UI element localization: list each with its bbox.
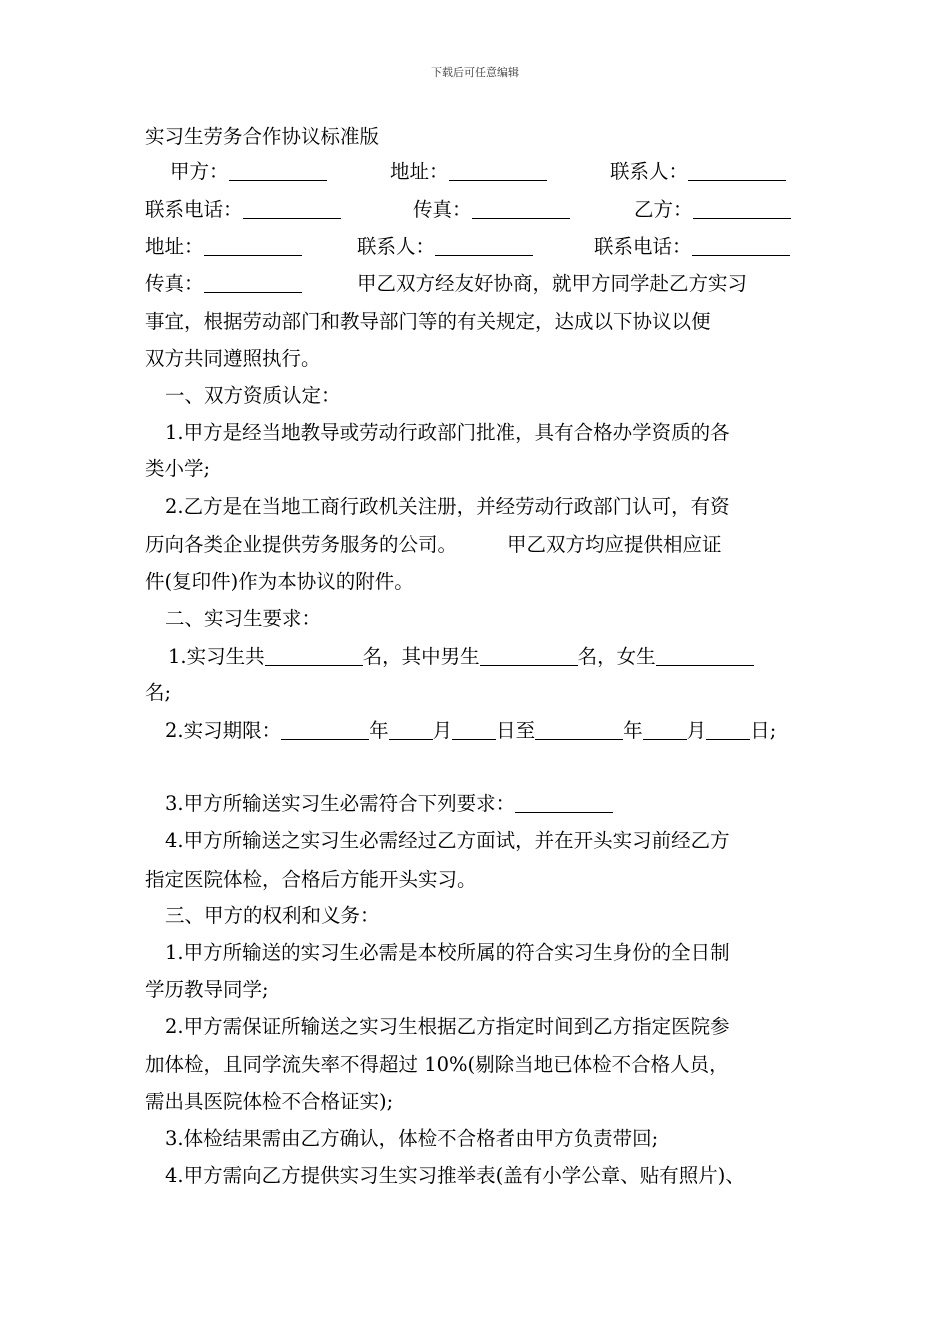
section-1-item-1: 1.甲方是经当地教导或劳动行政部门批准，具有合格办学资质的各 [165,421,730,444]
section-1-item-2: 2.乙方是在当地工商行政机关注册，并经劳动行政部门认可，有资 [165,495,730,518]
section-3-heading: 三、甲方的权利和义务： [165,904,380,927]
party-b-fax-blank [204,272,302,293]
party-a-contact-blank [688,160,786,181]
section-3-item-1-cont: 学历教导同学; [145,978,269,1001]
party-a-blank [229,160,327,181]
start-month-blank [389,719,433,740]
end-year-blank [535,719,623,740]
party-a-fax-label: 传真： [413,196,570,224]
male-count-blank [480,645,578,666]
section-2-item-4-cont: 指定医院体检，合格后方能开头实习。 [145,868,477,891]
section-2-item-2: 2.实习期限： 年 月 日至 年 月 日; [165,719,777,742]
party-a-fax-blank [472,198,570,219]
section-3-item-1: 1.甲方所输送的实习生必需是本校所属的符合实习生身份的全日制 [165,941,730,964]
party-b-blank [693,198,791,219]
section-2-item-4: 4.甲方所输送之实习生必需经过乙方面试，并在开头实习前经乙方 [165,829,730,852]
party-a-address-label: 地址： [390,158,547,186]
section-3-item-3: 3.体检结果需由乙方确认，体检不合格者由甲方负责带回; [165,1127,659,1150]
party-b-phone-blank [692,235,790,256]
party-b-address-label: 地址： [145,233,302,261]
section-2-item-3: 3.甲方所输送实习生必需符合下列要求： [165,790,613,818]
end-month-blank [643,719,687,740]
party-a-contact-label: 联系人： [610,158,786,186]
section-1-item-2-cont: 历向各类企业提供劳务服务的公司。 甲乙双方均应提供相应证 [145,533,722,556]
party-a-label: 甲方： [170,158,327,186]
party-a-phone-blank [243,198,341,219]
party-a-address-blank [449,160,547,181]
section-1-item-2-end: 件(复印件)作为本协议的附件。 [145,570,414,593]
end-day-blank [706,719,750,740]
party-b-contact-blank [435,235,533,256]
section-2-item-1: 1.实习生共 名，其中男生 名，女生 [168,643,754,671]
female-count-blank [656,645,754,666]
requirements-blank [515,792,613,813]
section-3-item-2-end: 需出具医院体检不合格证实); [145,1090,394,1113]
intro-line-2: 事宜，根据劳动部门和教导部门等的有关规定，达成以下协议以便 [145,310,711,333]
total-count-blank [265,645,363,666]
section-3-item-2-cont: 加体检，且同学流失率不得超过 10%(剔除当地已体检不合格人员， [145,1053,729,1076]
section-3-item-2: 2.甲方需保证所输送之实习生根据乙方指定时间到乙方指定医院参 [165,1015,730,1038]
start-day-blank [452,719,496,740]
party-b-phone-label: 联系电话： [594,233,790,261]
intro-line-1: 甲乙双方经友好协商，就甲方同学赴乙方实习 [357,272,748,295]
page-header: 下载后可任意编辑 [431,66,519,79]
party-b-label: 乙方： [634,196,791,224]
section-2-item-1-end: 名; [145,681,172,704]
document-title: 实习生劳务合作协议标准版 [145,125,380,148]
section-1-item-1-cont: 类小学; [145,457,211,480]
party-a-phone-label: 联系电话： [145,196,341,224]
party-b-fax-label: 传真： [145,270,302,298]
party-b-contact-label: 联系人： [357,233,533,261]
party-b-address-blank [204,235,302,256]
intro-line-3: 双方共同遵照执行。 [145,347,321,370]
section-2-heading: 二、实习生要求： [165,607,322,630]
section-1-heading: 一、双方资质认定： [165,384,341,407]
start-year-blank [281,719,369,740]
section-3-item-4: 4.甲方需向乙方提供实习生实习推举表(盖有小学公章、贴有照片)、 [165,1164,745,1187]
